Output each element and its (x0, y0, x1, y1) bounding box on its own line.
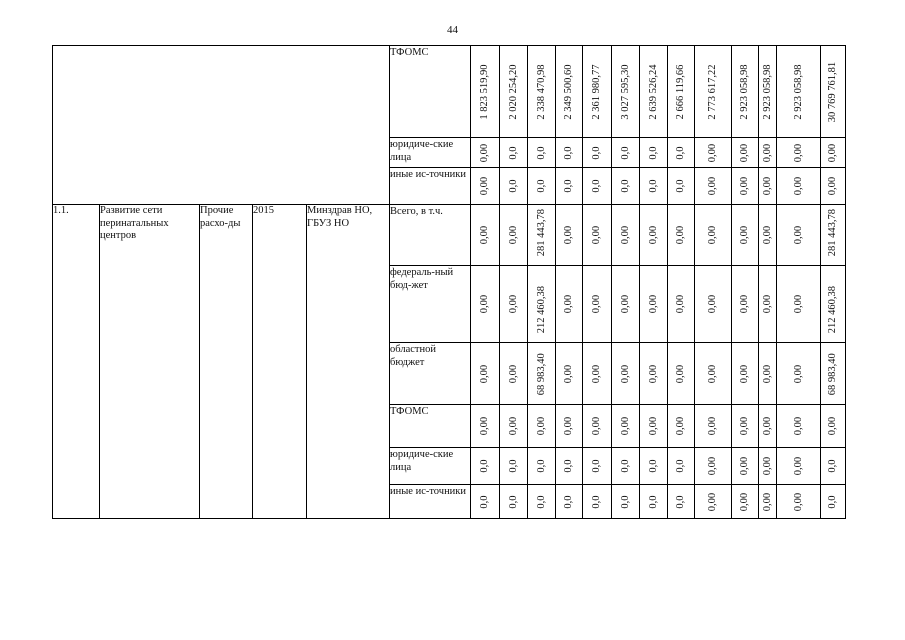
value-text: 0,00 (738, 456, 750, 476)
value-cell (640, 405, 668, 448)
value-text: 281 443,78 (826, 208, 838, 256)
expense-type: Прочие расхо-ды (200, 205, 253, 519)
value-cell (759, 168, 777, 205)
value-text: 0,00 (674, 225, 686, 245)
value-text: 0,00 (706, 364, 718, 383)
value-cell (732, 46, 759, 138)
value-cell (759, 405, 777, 448)
value-text: 0,00 (738, 492, 750, 511)
value-text: 0,00 (478, 143, 490, 162)
value-text: 0,00 (619, 364, 631, 383)
source-label-federal: федераль-ный бюд-жет (390, 266, 471, 343)
value-cell (612, 405, 640, 448)
value-cell (583, 485, 612, 519)
value-cell (528, 138, 556, 168)
value-cell (556, 168, 583, 205)
value-cell (821, 485, 846, 519)
value-cell (777, 46, 821, 138)
value-text: 0,0 (562, 179, 574, 193)
value-text: 0,00 (738, 294, 750, 314)
value-cell (759, 138, 777, 168)
value-text: 2 349 500,60 (562, 63, 574, 120)
value-cell (471, 485, 500, 519)
value-cell (821, 343, 846, 405)
value-text: 0,0 (674, 145, 686, 160)
value-cell (556, 485, 583, 519)
value-text: 0,00 (792, 176, 804, 196)
value-text: 0,0 (535, 459, 547, 473)
value-cell (668, 138, 695, 168)
value-text: 0,00 (738, 143, 750, 162)
value-cell (640, 168, 668, 205)
value-text: 0,00 (674, 416, 686, 436)
value-cell (821, 205, 846, 266)
value-cell (528, 46, 556, 138)
value-text: 0,0 (619, 145, 631, 160)
item-year: 2015 (253, 205, 307, 519)
source-label-other: иные ис-точники (390, 168, 471, 205)
value-text: 0,00 (507, 294, 519, 314)
budget-table (52, 45, 846, 519)
value-cell (821, 266, 846, 343)
value-cell (556, 343, 583, 405)
value-cell (777, 266, 821, 343)
value-text: 0,0 (562, 459, 574, 473)
value-cell (640, 343, 668, 405)
value-text: 0,0 (590, 145, 602, 160)
value-cell (695, 343, 732, 405)
value-cell (668, 168, 695, 205)
value-text: 0,00 (478, 225, 490, 245)
value-text: 0,00 (562, 416, 574, 436)
value-text: 0,0 (507, 145, 519, 160)
value-text: 0,0 (478, 494, 490, 509)
value-cell (471, 46, 500, 138)
value-cell (759, 266, 777, 343)
value-cell (612, 266, 640, 343)
value-cell (583, 343, 612, 405)
value-text: 0,0 (562, 145, 574, 160)
value-text: 0,00 (761, 364, 773, 383)
value-cell (777, 485, 821, 519)
value-text: 0,0 (619, 179, 631, 193)
value-cell (471, 343, 500, 405)
value-cell (612, 138, 640, 168)
value-cell (583, 266, 612, 343)
value-cell (528, 266, 556, 343)
value-cell (583, 205, 612, 266)
value-cell (777, 448, 821, 485)
value-cell (528, 343, 556, 405)
source-label-total: Всего, в т.ч. (390, 205, 471, 266)
value-text: 0,0 (826, 494, 838, 509)
value-cell (668, 46, 695, 138)
value-cell (777, 343, 821, 405)
value-cell (556, 266, 583, 343)
value-text: 0,00 (761, 143, 773, 162)
item-number: 1.1. (53, 205, 100, 519)
value-text: 0,00 (792, 143, 804, 162)
value-cell (640, 448, 668, 485)
value-cell (500, 168, 528, 205)
value-cell (777, 405, 821, 448)
value-cell (471, 205, 500, 266)
value-text: 0,00 (792, 225, 804, 245)
value-text: 0,00 (738, 364, 750, 383)
value-text: 0,00 (478, 294, 490, 314)
value-cell (732, 205, 759, 266)
value-text: 0,00 (761, 294, 773, 314)
value-cell (821, 448, 846, 485)
value-cell (668, 343, 695, 405)
source-label-legal: юридиче-ские лица (390, 138, 471, 168)
value-cell (732, 138, 759, 168)
value-cell (583, 138, 612, 168)
value-cell (695, 266, 732, 343)
value-cell (583, 448, 612, 485)
value-text: 2 338 470,98 (535, 63, 547, 120)
value-cell (695, 405, 732, 448)
value-text: 0,00 (619, 416, 631, 436)
value-text: 0,00 (562, 225, 574, 245)
value-cell (777, 168, 821, 205)
value-text: 0,00 (761, 416, 773, 436)
value-text: 0,00 (826, 416, 838, 436)
value-text: 0,00 (647, 225, 659, 245)
value-text: 0,00 (761, 176, 773, 196)
value-text: 0,00 (478, 176, 490, 196)
value-text: 0,00 (761, 456, 773, 476)
value-cell (500, 138, 528, 168)
value-cell (759, 485, 777, 519)
value-cell (583, 168, 612, 205)
value-cell (668, 448, 695, 485)
value-cell (640, 138, 668, 168)
value-text: 2 923 058,98 (738, 63, 750, 120)
value-text: 0,0 (535, 179, 547, 193)
value-text: 0,00 (619, 225, 631, 245)
value-cell (500, 485, 528, 519)
value-text: 2 666 119,66 (674, 64, 686, 119)
value-text: 0,00 (590, 294, 602, 314)
table-row (53, 46, 846, 138)
value-cell (471, 405, 500, 448)
value-text: 68 983,40 (535, 352, 547, 395)
value-text: 0,00 (706, 176, 718, 196)
value-text: 212 460,38 (535, 285, 547, 333)
value-text: 2 923 058,98 (761, 63, 773, 120)
value-text: 1 823 519,90 (478, 63, 490, 120)
value-text: 0,00 (590, 416, 602, 436)
value-cell (556, 448, 583, 485)
value-cell (640, 205, 668, 266)
value-cell (695, 205, 732, 266)
value-text: 0,00 (478, 364, 490, 383)
value-text: 0,0 (674, 494, 686, 509)
blank-cell (53, 46, 390, 205)
value-cell (695, 138, 732, 168)
value-text: 0,0 (826, 459, 838, 473)
value-text: 0,00 (706, 294, 718, 314)
value-cell (732, 448, 759, 485)
value-cell (668, 266, 695, 343)
value-cell (612, 168, 640, 205)
value-cell (528, 405, 556, 448)
value-text: 0,00 (562, 364, 574, 383)
value-text: 0,00 (507, 416, 519, 436)
value-cell (612, 46, 640, 138)
value-text: 0,00 (647, 294, 659, 314)
value-cell (556, 205, 583, 266)
value-text: 0,00 (674, 294, 686, 314)
value-text: 0,00 (738, 176, 750, 196)
value-cell (821, 405, 846, 448)
value-cell (777, 205, 821, 266)
value-text: 0,0 (535, 145, 547, 160)
value-cell (583, 46, 612, 138)
value-text: 0,00 (792, 294, 804, 314)
value-cell (500, 205, 528, 266)
value-cell (500, 46, 528, 138)
value-cell (759, 448, 777, 485)
item-name: Развитие сети перинатальных центров (100, 205, 200, 519)
value-cell (668, 205, 695, 266)
value-cell (612, 448, 640, 485)
value-cell (732, 405, 759, 448)
value-cell (556, 405, 583, 448)
value-text: 0,0 (535, 494, 547, 509)
value-cell (528, 485, 556, 519)
page-number: 44 (447, 24, 458, 36)
value-text: 0,0 (674, 179, 686, 193)
value-cell (695, 168, 732, 205)
value-cell (471, 168, 500, 205)
value-cell (500, 448, 528, 485)
value-cell (668, 485, 695, 519)
value-text: 0,0 (478, 459, 490, 473)
value-cell (583, 405, 612, 448)
value-cell (695, 46, 732, 138)
value-cell (695, 448, 732, 485)
value-cell (640, 266, 668, 343)
value-text: 2 361 980,77 (590, 63, 602, 120)
value-cell (732, 266, 759, 343)
value-cell (471, 448, 500, 485)
value-text: 0,00 (706, 456, 718, 476)
value-cell (668, 405, 695, 448)
source-label-regional: областной бюджет (390, 343, 471, 405)
table-row (53, 205, 846, 266)
value-text: 0,00 (826, 143, 838, 162)
value-text: 2 639 526,24 (647, 63, 659, 120)
value-text: 0,0 (647, 459, 659, 473)
value-text: 281 443,78 (535, 208, 547, 256)
value-text: 0,00 (507, 225, 519, 245)
value-text: 0,00 (706, 492, 718, 511)
value-text: 0,00 (478, 416, 490, 436)
value-text: 0,00 (792, 364, 804, 383)
value-cell (759, 46, 777, 138)
value-text: 30 769 761,81 (826, 61, 838, 122)
value-text: 0,00 (792, 416, 804, 436)
value-cell (821, 138, 846, 168)
value-text: 0,00 (647, 364, 659, 383)
value-text: 0,0 (647, 145, 659, 160)
value-text: 0,00 (738, 225, 750, 245)
value-text: 0,00 (535, 416, 547, 436)
value-text: 0,00 (562, 294, 574, 314)
value-text: 0,0 (507, 494, 519, 509)
value-cell (777, 138, 821, 168)
value-text: 0,00 (706, 143, 718, 162)
value-text: 68 983,40 (826, 352, 838, 395)
value-cell (821, 168, 846, 205)
value-text: 0,00 (706, 416, 718, 436)
source-label-other: иные ис-точники (390, 485, 471, 519)
value-text: 0,00 (706, 225, 718, 245)
value-text: 0,0 (619, 459, 631, 473)
value-cell (556, 46, 583, 138)
value-cell (640, 485, 668, 519)
value-cell (612, 485, 640, 519)
value-cell (759, 343, 777, 405)
value-text: 0,00 (647, 416, 659, 436)
value-cell (528, 168, 556, 205)
value-text: 0,0 (647, 494, 659, 509)
value-text: 2 773 617,22 (706, 63, 718, 120)
source-label-tfoms: ТФОМС (390, 405, 471, 448)
value-cell (732, 485, 759, 519)
value-text: 0,00 (792, 492, 804, 511)
value-text: 0,0 (619, 494, 631, 509)
source-label-tfoms: ТФОМС (390, 46, 471, 138)
value-cell (732, 343, 759, 405)
value-cell (556, 138, 583, 168)
value-cell (500, 266, 528, 343)
value-text: 0,00 (590, 364, 602, 383)
value-cell (612, 343, 640, 405)
value-text: 0,0 (590, 494, 602, 509)
value-text: 0,0 (507, 179, 519, 193)
value-text: 0,00 (826, 176, 838, 196)
value-cell (640, 46, 668, 138)
value-text: 2 020 254,20 (507, 63, 519, 120)
value-text: 0,0 (507, 459, 519, 473)
value-cell (528, 448, 556, 485)
item-executor: Минздрав НО, ГБУЗ НО (307, 205, 390, 519)
value-text: 2 923 058,98 (792, 63, 804, 120)
value-text: 0,0 (590, 179, 602, 193)
value-cell (471, 138, 500, 168)
value-cell (528, 205, 556, 266)
value-text: 0,00 (619, 294, 631, 314)
value-cell (471, 266, 500, 343)
value-cell (732, 168, 759, 205)
value-text: 0,00 (738, 416, 750, 436)
source-label-legal: юридиче-ские лица (390, 448, 471, 485)
value-text: 0,00 (507, 364, 519, 383)
value-text: 0,0 (647, 179, 659, 193)
value-text: 0,00 (761, 492, 773, 511)
value-text: 0,0 (562, 494, 574, 509)
value-text: 3 027 595,30 (619, 63, 631, 120)
value-text: 0,0 (674, 459, 686, 473)
value-cell (759, 205, 777, 266)
value-text: 0,0 (590, 459, 602, 473)
value-cell (500, 343, 528, 405)
value-cell (695, 485, 732, 519)
value-text: 0,00 (792, 456, 804, 476)
value-cell (612, 205, 640, 266)
value-cell (821, 46, 846, 138)
value-text: 212 460,38 (826, 285, 838, 333)
value-text: 0,00 (674, 364, 686, 383)
value-text: 0,00 (590, 225, 602, 245)
value-text: 0,00 (761, 225, 773, 245)
value-cell (500, 405, 528, 448)
